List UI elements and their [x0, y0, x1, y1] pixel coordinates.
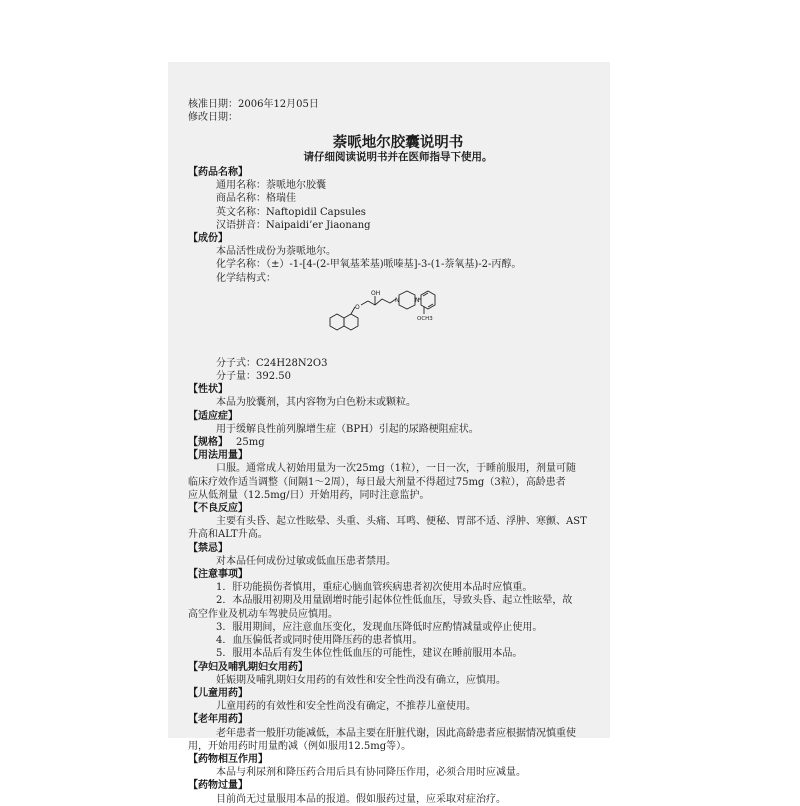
english-name-label: 英文名称： [216, 206, 266, 218]
section-dosage-heading: 【用法用量】 [188, 450, 248, 462]
section-adverse-heading: 【不良反应】 [188, 503, 248, 515]
chemical-structure-diagram [320, 285, 440, 355]
section-specification-heading: 【规格】 [188, 437, 228, 449]
adverse-line: 升高和ALT升高。 [188, 529, 268, 541]
english-name: Naftopidil Capsules [266, 206, 366, 218]
weight-label: 分子量： [216, 371, 256, 383]
contraindications-text: 对本品任何成份过敏或低血压患者禁用。 [216, 555, 396, 567]
active-ingredient: 本品活性成份为萘哌地尔。 [216, 246, 336, 258]
interactions-text: 本品与利尿剂和降压药合用后具有协同降压作用，必须合用时应减量。 [216, 767, 526, 779]
section-pregnancy-heading: 【孕妇及哺乳期妇女用药】 [188, 661, 308, 673]
section-children-heading: 【儿童用药】 [188, 687, 248, 699]
generic-name-line [188, 179, 608, 192]
structure-label-oh: OH [371, 289, 381, 297]
generic-name: 萘哌地尔胶囊 [266, 180, 326, 192]
precaution-item: 3．服用期间，应注意血压变化，发现血压降低时应酌情减量或停止使用。 [216, 621, 543, 633]
english-name-line [188, 206, 608, 219]
properties-text: 本品为胶囊剂，其内容物为白色粉末或颗粒。 [216, 397, 416, 409]
children-text: 儿童用药的有效性和安全性尚没有确定，不推荐儿童使用。 [216, 701, 476, 713]
adverse-line: 主要有头昏、起立性眩晕、头重、头痛、耳鸣、便秘、胃部不适、浮肿、寒颤、AST [216, 516, 587, 528]
formula-label: 分子式： [216, 357, 256, 369]
pregnancy-text: 妊娠期及哺乳期妇女用药的有效性和安全性尚没有确立，应慎用。 [216, 674, 506, 686]
specification-text: 25mg [236, 437, 265, 449]
precaution-item: 5．服用本品后有发生体位性低血压的可能性，建议在睡前服用本品。 [216, 648, 523, 660]
pinyin-name: Naipaidi’er Jiaonang [266, 219, 371, 231]
overdose-text: 目前尚无过量服用本品的报道。假如服药过量，应采取对症治疗。 [216, 793, 506, 805]
section-elderly-heading: 【老年用药】 [188, 714, 248, 726]
structure-label-n1: N [395, 296, 400, 304]
document-title: 萘哌地尔胶囊说明书 [332, 134, 464, 151]
section-overdose-heading: 【药物过量】 [188, 780, 248, 792]
structure-label-n2: N [415, 296, 420, 304]
section-properties-heading: 【性状】 [188, 384, 228, 396]
generic-name-label: 通用名称： [216, 180, 266, 192]
indications-text: 用于缓解良性前列腺增生症（BPH）引起的尿路梗阻症状。 [216, 423, 479, 435]
document-subtitle: 请仔细阅读说明书并在医师指导下使用。 [303, 151, 493, 163]
dosage-line: 口服。通常成人初始用量为一次25mg（1粒），一日一次，于睡前服用，剂量可随 [216, 463, 576, 475]
weight: 392.50 [256, 371, 291, 383]
formula-line [188, 357, 608, 370]
section-precautions-heading: 【注意事项】 [188, 569, 248, 581]
trade-name-line [188, 192, 608, 205]
dosage-line: 应从低剂量（12.5mg/日）开始用药，同时注意监护。 [188, 489, 430, 501]
chemical-name: （±）-1-[4-(2-甲氧基苯基)哌嗪基]-3-(1-萘氧基)-2-丙醇。 [266, 259, 522, 271]
formula: C24H28N2O3 [256, 357, 328, 369]
structure-row [188, 285, 608, 357]
revision-date-line [188, 111, 608, 124]
chemical-name-line [188, 258, 608, 271]
section-interactions-heading: 【药物相互作用】 [188, 753, 268, 765]
section-drug-name-heading: 【药品名称】 [188, 167, 248, 178]
elderly-line: 老年患者一般肝功能减低，本品主要在肝脏代谢，因此高龄患者应根据情况慎重使 [216, 727, 576, 739]
elderly-line: 用，开始用药时用量酌减（例如服用12.5mg等）。 [188, 740, 412, 752]
trade-name-label: 商品名称： [216, 193, 266, 205]
section-indications-heading: 【适应症】 [188, 410, 238, 422]
structure-label-och3: OCH3 [417, 315, 433, 322]
approval-date-line [188, 98, 608, 111]
precaution-item: 2．本品服用初期及用量剧增时能引起体位性低血压，导致头昏、起立性眩晕，故 [216, 595, 573, 607]
structure-label: 化学结构式： [216, 272, 276, 284]
leaflet-content [188, 98, 608, 806]
section-contraindications-heading: 【禁忌】 [188, 542, 228, 554]
approval-date: 2006年12月05日 [238, 99, 319, 110]
pinyin-name-line [188, 219, 608, 232]
approval-date-label: 核准日期： [188, 99, 238, 110]
section-composition-heading: 【成份】 [188, 233, 228, 245]
precaution-item: 4．血压偏低者或同时使用降压药的患者慎用。 [216, 635, 423, 647]
specification-line [188, 436, 608, 449]
precaution-item: 1．肝功能损伤者慎用，重症心脑血管疾病患者初次使用本品时应慎重。 [216, 582, 533, 594]
precaution-item-continued: 高空作业及机动车驾驶员应慎用。 [188, 608, 338, 620]
dosage-line: 临床疗效作适当调整（间隔1～2周），每日最大剂量不得超过75mg（3粒），高龄患者 [188, 476, 566, 488]
trade-name: 格瑞佳 [266, 193, 296, 205]
weight-line [188, 370, 608, 383]
chemical-name-label: 化学名称： [216, 259, 266, 271]
pinyin-name-label: 汉语拼音： [216, 219, 266, 231]
revision-date-label: 修改日期： [188, 112, 238, 123]
structure-label-o: O [355, 303, 360, 311]
